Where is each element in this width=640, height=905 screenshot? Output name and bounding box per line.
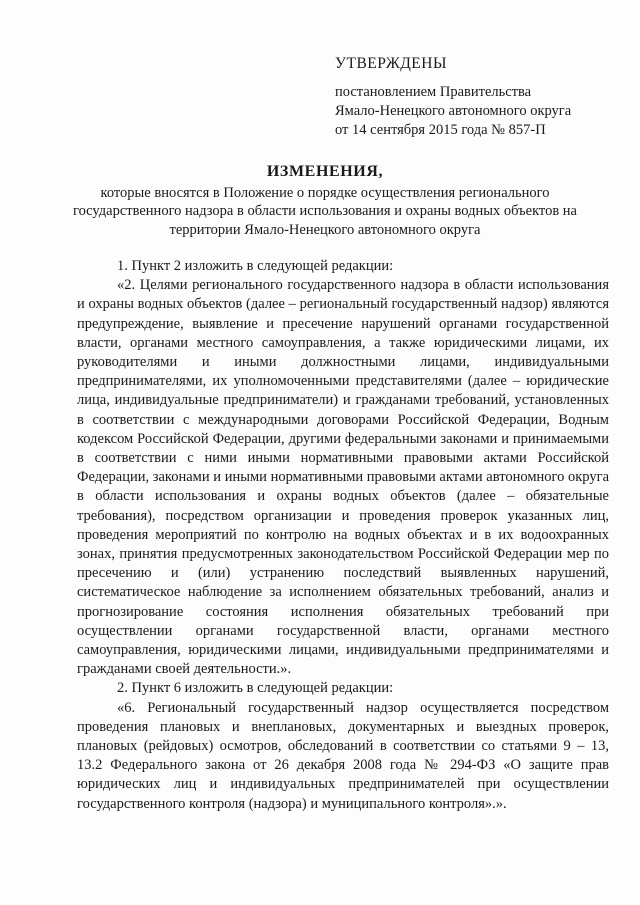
approval-line-1: постановлением Правительства (335, 84, 532, 100)
approval-line-2: Ямало-Ненецкого автономного округа (335, 103, 572, 119)
document-title: ИЗМЕНЕНИЯ, (266, 163, 384, 180)
paragraph-3: 2. Пункт 6 изложить в следующей редакции: (117, 680, 394, 697)
approval-line-3: от 14 сентября 2015 года № 857-П (335, 122, 546, 138)
approval-block (335, 54, 625, 140)
paragraph-1: 1. Пункт 2 изложить в следующей редакции: (117, 258, 394, 274)
paragraph-2: «2. Целями регионального государственного надзора в области использования и охраны водных объектов (далее – региональный государственный надзор) являются предупреждение, выявление и пресечение нарушений органами государственной власти, органами местного самоуправления, а также юридическими лицами, их руководителями и иными должностными лицами, индивидуальными предпринимателями, их уполномоченными представителями (далее – юридические лица, индивидуальные предприниматели) и гражданами требований, установленных в соответствии с международными договорами Российской Федерации, Водным кодексом Российской Федерации, другими федеральными законами и принимаемыми в соответствии с ними иными нормативными правовыми актами Российской Федерации, законами и иными нормативными правовыми актами автономного округа в области использования и охраны водных объектов (далее – обязательные требования), посредством организации и проведения проверок указанных лиц, проведения мероприятий по контролю на водных объектах и в их водоохранных зонах, принятия предусмотренных законодательством Российской Федерации мер по пресечению и (или) устранению последствий выявленных нарушений, систематическое наблюдение за исполнением обязательных требований, анализ и прогнозирование состояния исполнения обязательных требований при осуществлении органами государственной власти, органами местного самоуправления, юридическими лицами, индивидуальными предпринимателями и гражданами своей деятельности.». (77, 277, 609, 678)
document-title-block (60, 163, 590, 239)
document-body (77, 257, 609, 814)
document-subtitle: которые вносятся в Положение о порядке осуществления регионального государственного надзора в области использования и охраны водных объектов на территории Ямало-Ненецкого автономного округа (72, 184, 577, 238)
approval-heading: УТВЕРЖДЕНЫ (335, 55, 447, 72)
paragraph-4: «6. Региональный государственный надзор осуществляется посредством проведения плановых и внеплановых, документарных и выездных проверок, плановых (рейдовых) осмотров, обследований в соответствии со статьями 9 – 13, 13.2 Федерального закона от 26 декабря 2008 года № 294-ФЗ «О защите прав юридических лиц и индивидуальных предпринимателей при осуществлении государственного контроля (надзора) и муниципального контроля».». (77, 699, 609, 812)
